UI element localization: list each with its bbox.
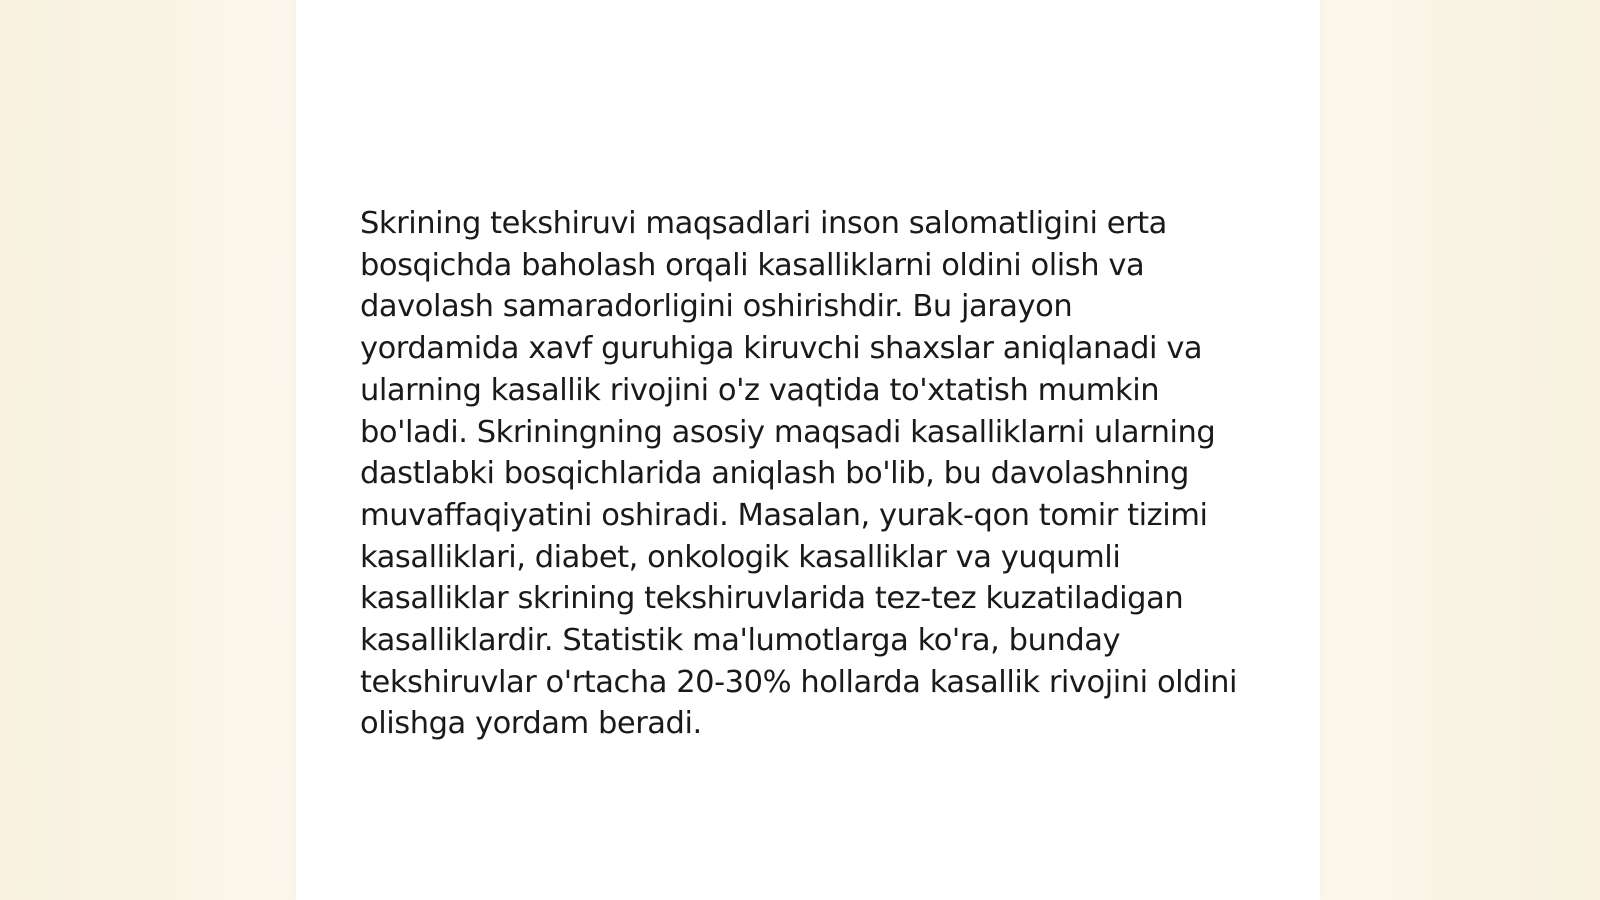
document-slide [296, 0, 1320, 900]
left-background-panel [0, 0, 296, 900]
right-background-panel [1320, 0, 1600, 900]
body-paragraph: Skrining tekshiruvi maqsadlari inson salomatligini erta bosqichda baholash orqali kasalliklarni oldini olish va davolash samaradorligini oshirishdir. Bu jarayon yordamida xavf guruhiga kiruvchi shaxslar aniqlanadi va ularning kasallik rivojini o'z vaqtida to'xtatish mumkin bo'ladi. Skriningning asosiy maqsadi kasalliklarni ularning dastlabki bosqichlarida aniqlash bo'lib, bu davolashning muvaffaqiyatini oshiradi. Masalan, yurak-qon tomir tizimi kasalliklari, diabet, onkologik kasalliklar va yuqumli kasalliklar skrining tekshiruvlarida tez-tez kuzatiladigan kasalliklardir. Statistik ma'lumotlarga ko'ra, bunday tekshiruvlar o'rtacha 20-30% hollarda kasallik rivojini oldini olishga yordam beradi. [360, 206, 1238, 742]
